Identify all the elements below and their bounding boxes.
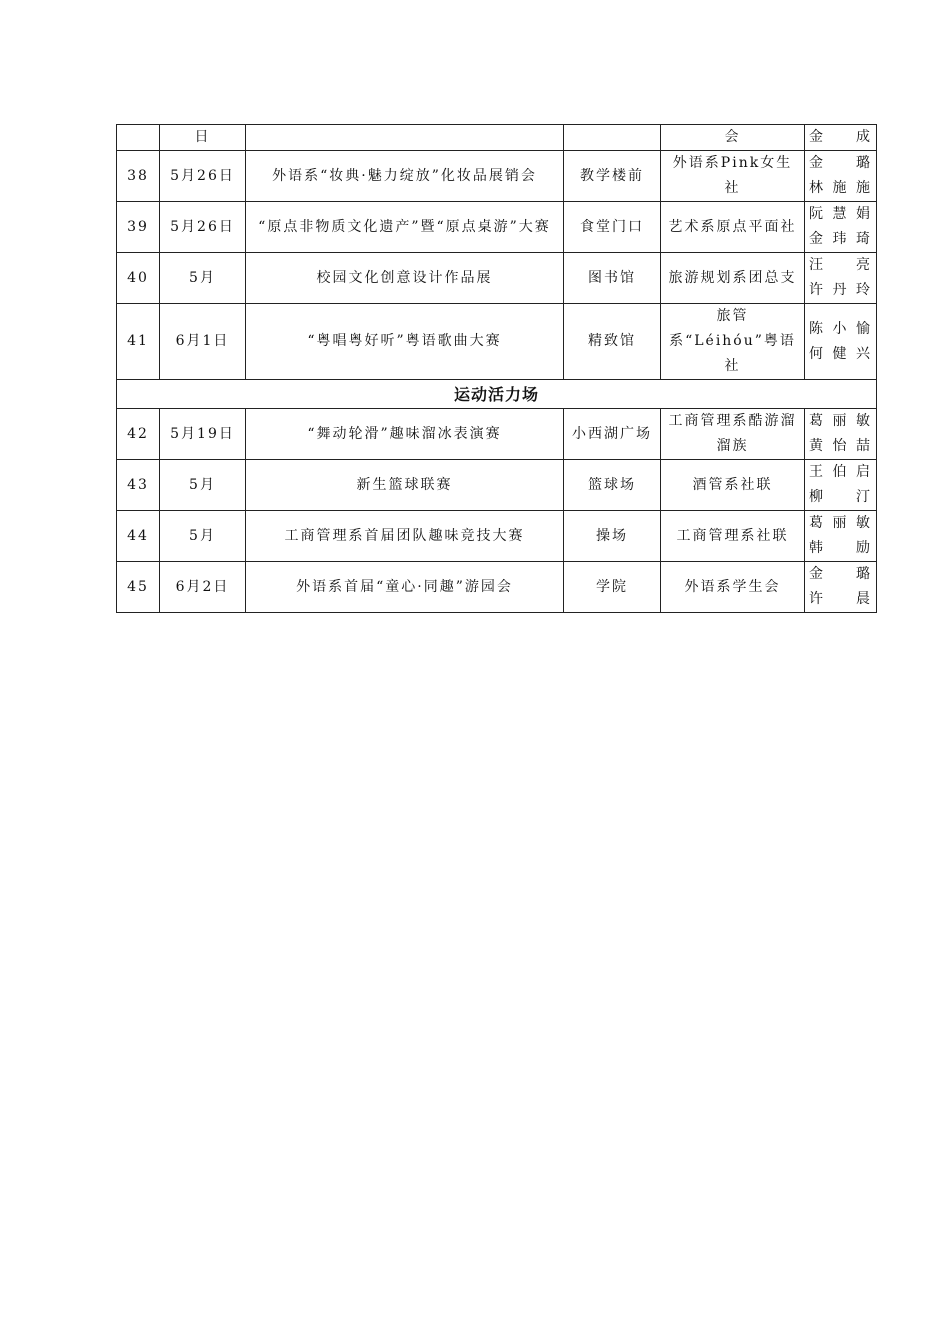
cell-organizer: 酒管系社联 [661,460,805,511]
table-row [117,460,877,511]
table-row-continued [117,125,877,151]
person-name: 王伯启 [809,464,872,480]
person-name: 黄怡喆 [809,438,872,454]
cell-activity: “原点非物质文化遗产”暨“原点桌游”大赛 [246,202,564,253]
cell-no: 44 [117,511,160,562]
cell-venue: 精致馆 [564,304,661,380]
person-name: 阮慧娟 [809,206,872,222]
cell-person-in-charge [805,151,877,202]
cell-no: 39 [117,202,160,253]
person-name: 金玮琦 [809,231,872,247]
table-row [117,562,877,613]
cell-venue [564,125,661,151]
cell-no: 45 [117,562,160,613]
cell-person-in-charge [805,304,877,380]
cell-person-in-charge [805,409,877,460]
cell-person-in-charge [805,202,877,253]
person-name: 葛丽敏 [809,515,872,531]
cell-no: 42 [117,409,160,460]
cell-date: 5月 [160,511,246,562]
cell-venue: 学院 [564,562,661,613]
table-row [117,304,877,380]
cell-date: 5月19日 [160,409,246,460]
table-row [117,409,877,460]
cell-person-in-charge [805,460,877,511]
cell-venue: 篮球场 [564,460,661,511]
activity-schedule-table [116,124,877,613]
cell-venue: 图书馆 [564,253,661,304]
person-name: 金 璐 [809,566,872,582]
cell-organizer: 旅游规划系团总支 [661,253,805,304]
cell-organizer: 艺术系原点平面社 [661,202,805,253]
person-name: 韩 励 [809,540,872,556]
person-name: 林施施 [809,180,872,196]
person-name: 陈小愉 [809,320,872,337]
person-name: 柳 汀 [809,489,872,505]
person-name: 金 成 [809,129,872,145]
table-row [117,202,877,253]
cell-organizer: 会 [661,125,805,151]
cell-date: 日 [160,125,246,151]
cell-activity: 工商管理系首届团队趣味竞技大赛 [246,511,564,562]
person-name: 汪 亮 [809,257,872,273]
cell-organizer: 旅管系“Léihóu”粤语社 [661,304,805,380]
cell-activity: 校园文化创意设计作品展 [246,253,564,304]
table-row [117,253,877,304]
cell-activity: 外语系“妆典·魅力绽放”化妆品展销会 [246,151,564,202]
person-name: 葛丽敏 [809,413,872,429]
cell-venue: 食堂门口 [564,202,661,253]
cell-date: 5月26日 [160,151,246,202]
cell-venue: 操场 [564,511,661,562]
cell-organizer: 外语系Pink女生社 [661,151,805,202]
cell-person-in-charge [805,125,877,151]
cell-person-in-charge [805,562,877,613]
cell-activity [246,125,564,151]
cell-no [117,125,160,151]
cell-person-in-charge [805,511,877,562]
cell-no: 43 [117,460,160,511]
cell-venue: 教学楼前 [564,151,661,202]
cell-activity: 新生篮球联赛 [246,460,564,511]
section-header-row [117,380,877,409]
cell-date: 5月 [160,460,246,511]
cell-activity: 外语系首届“童心·同趣”游园会 [246,562,564,613]
cell-date: 5月26日 [160,202,246,253]
person-name: 许 晨 [809,591,872,607]
table-row [117,511,877,562]
cell-organizer: 外语系学生会 [661,562,805,613]
person-name: 金 璐 [809,155,872,171]
cell-activity: “粤唱粤好听”粤语歌曲大赛 [246,304,564,380]
cell-date: 6月1日 [160,304,246,380]
cell-person-in-charge [805,253,877,304]
cell-no: 38 [117,151,160,202]
cell-date: 6月2日 [160,562,246,613]
cell-no: 40 [117,253,160,304]
cell-organizer: 工商管理系社联 [661,511,805,562]
cell-organizer: 工商管理系酷游溜溜族 [661,409,805,460]
cell-date: 5月 [160,253,246,304]
section-title: 运动活力场 [117,380,877,409]
person-name: 许丹玲 [809,282,872,298]
cell-venue: 小西湖广场 [564,409,661,460]
cell-activity: “舞动轮滑”趣味溜冰表演赛 [246,409,564,460]
cell-no: 41 [117,304,160,380]
table-row [117,151,877,202]
person-name: 何健兴 [809,345,872,362]
